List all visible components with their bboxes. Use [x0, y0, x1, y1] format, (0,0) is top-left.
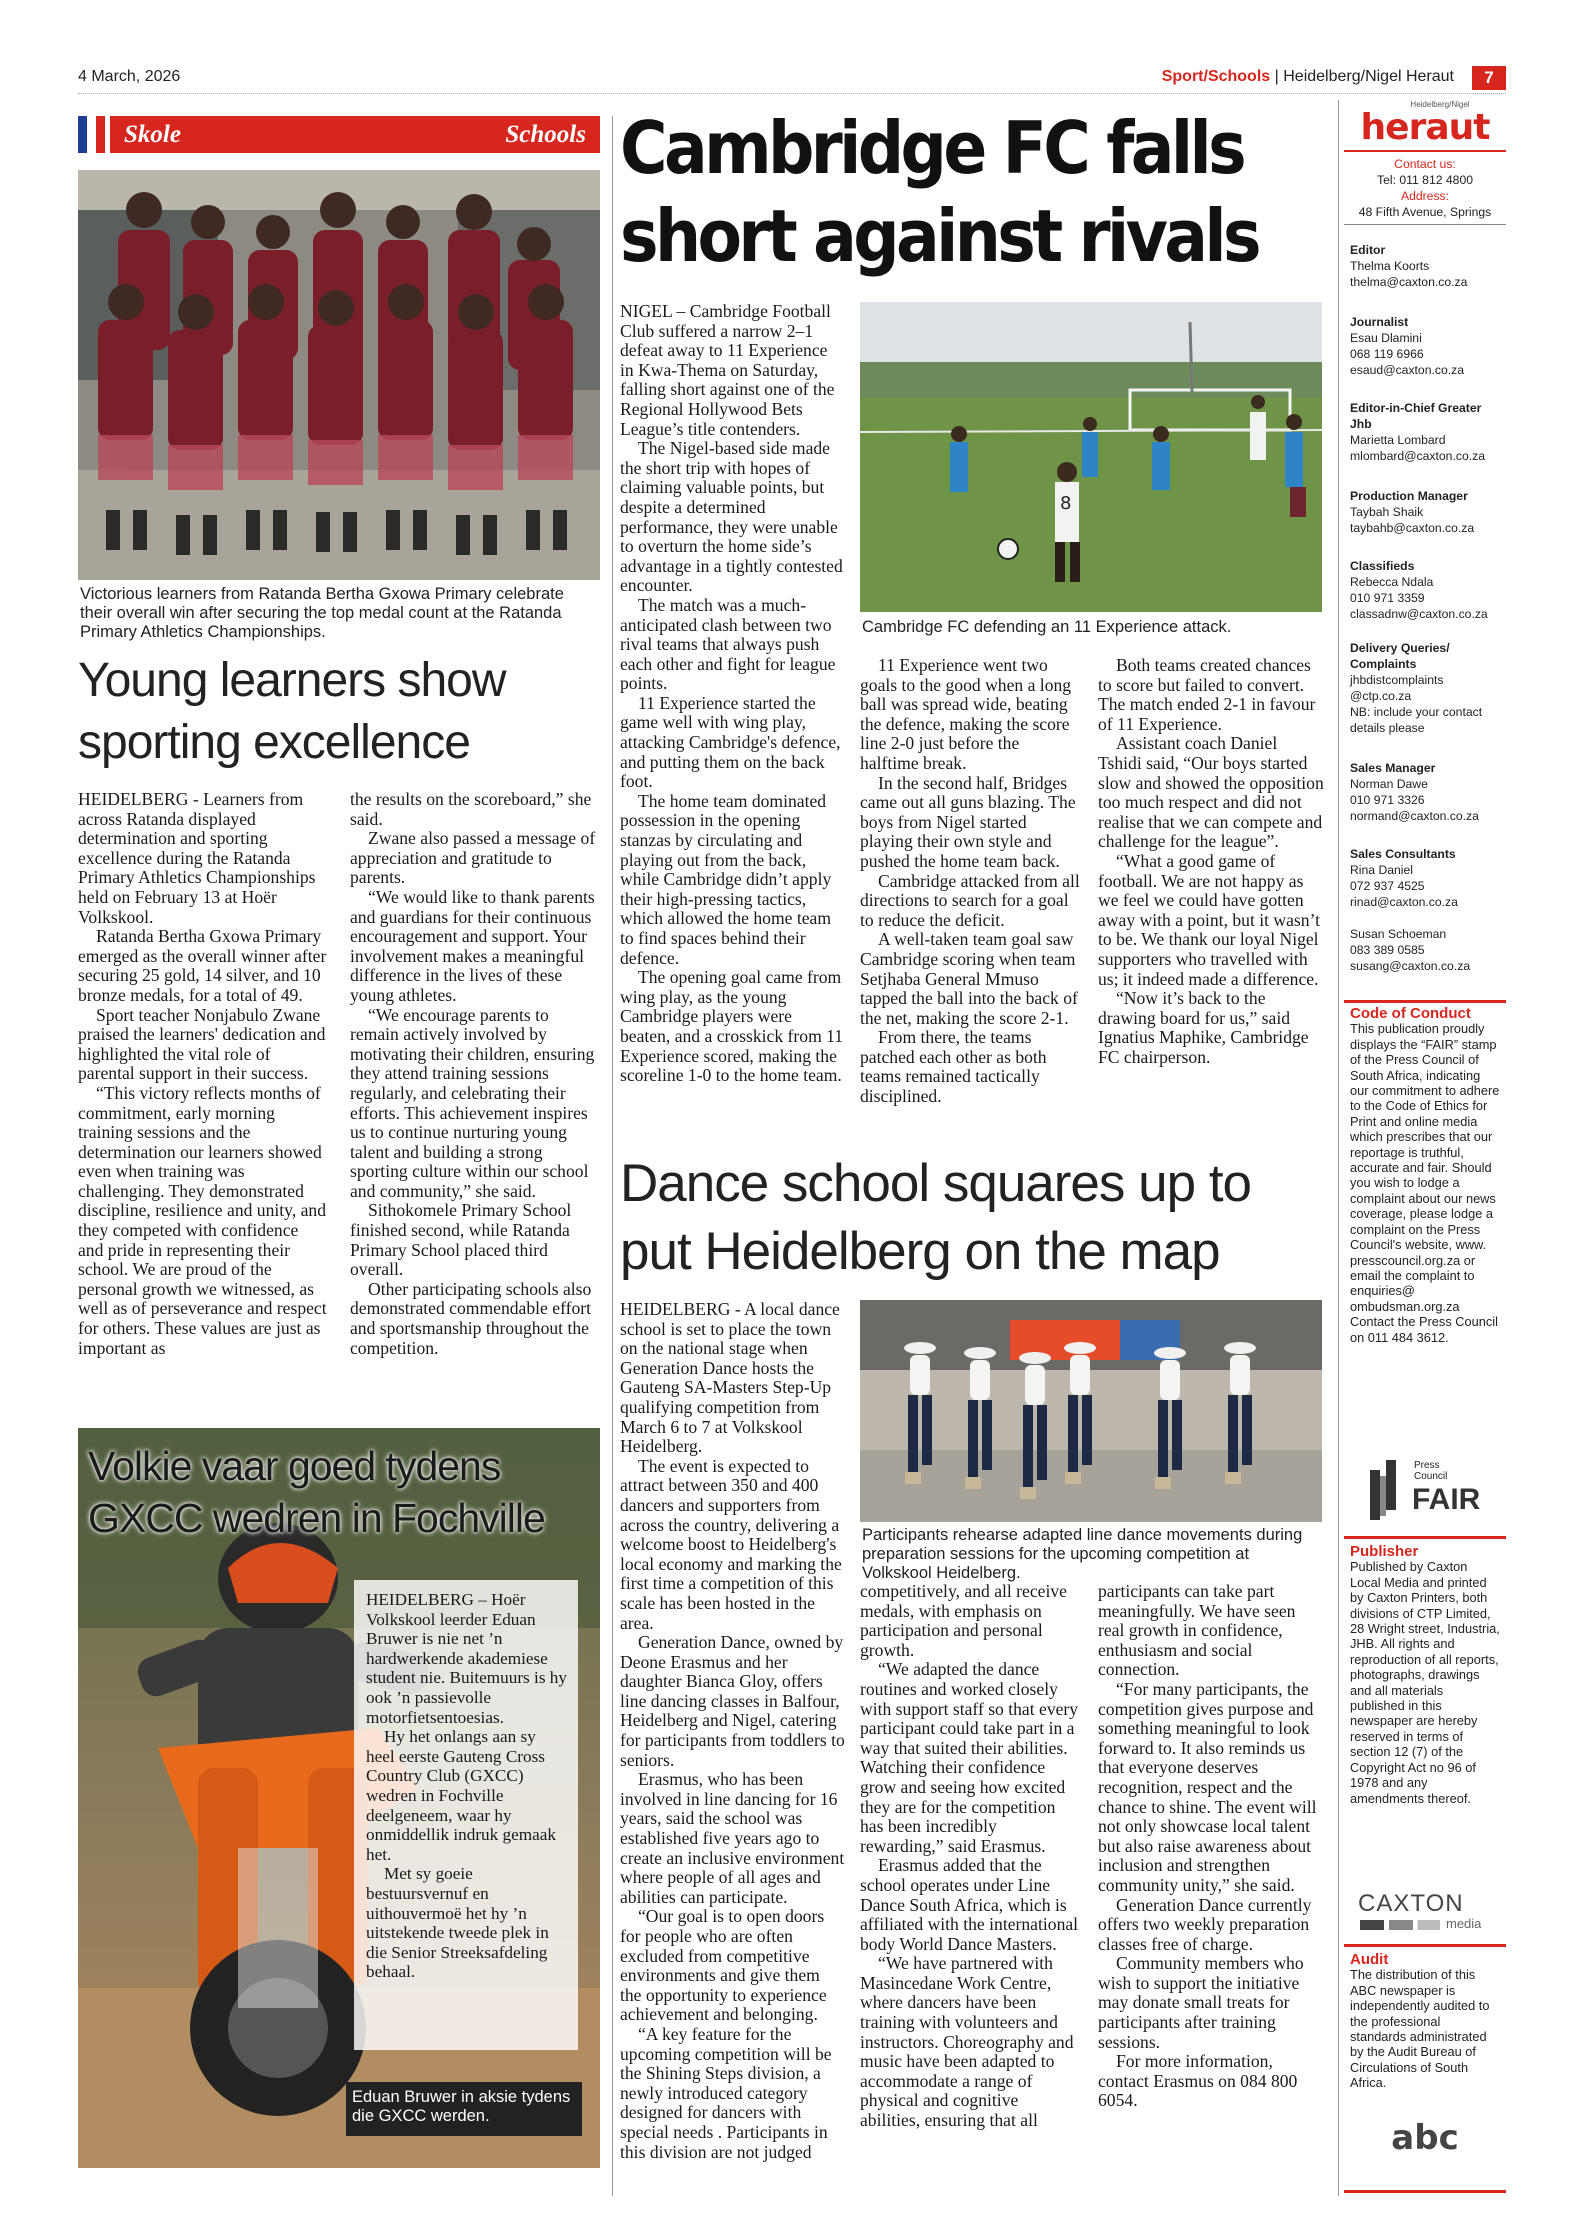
- staff-role: Delivery Queries/ Complaints: [1350, 641, 1450, 671]
- cambridge-paragraph: A well-taken team goal saw Cambridge scoring when team Setjhaba General Mmuso tapped the ball into the back of the net, making the score 2-1.: [860, 929, 1078, 1028]
- staff-delivery: [1350, 640, 1500, 736]
- dance-paragraph: competitively, and all receive medals, with emphasis on participation and personal growth.: [860, 1581, 1067, 1660]
- learners-paragraph: “This victory reflects months of commitment, early morning training sessions and the determination our learners showed even when training was challenging. They demonstrated discipline, resilience and unity, and they competed with confidence and pride in representing their school. We are proud of the personal growth we witnessed, as well as of perseverance and respect for others. These values are just as important as: [78, 1082, 327, 1358]
- staff-line: 083 389 0585: [1350, 943, 1425, 957]
- audit-text: The distribution of this ABC newspaper is independently audited to the professional standards administrated by the Audit Bureau of Circulations of South Africa.: [1350, 1967, 1490, 2091]
- code-title: Code of Conduct: [1350, 1005, 1471, 1022]
- learners-photo-art: [78, 170, 600, 580]
- audit-title: Audit: [1350, 1951, 1389, 1968]
- learners-photo-caption: Victorious learners from Ratanda Bertha Gxowa Primary celebrate their overall win after securing the top medal count at the Ratanda Primary Athletics Championships.: [80, 585, 564, 641]
- football-photo-art: [860, 302, 1322, 612]
- learners-headline-line-1: Young learners show: [78, 654, 506, 707]
- staff-line: Rina Daniel: [1350, 863, 1414, 877]
- address-label: Address:: [1400, 189, 1450, 203]
- flag-stripe-red: [96, 116, 105, 153]
- cambridge-paragraph: 11 Experience started the game well with wing play, attacking Cambridge's defence, and putting them on the back foot.: [620, 692, 841, 792]
- staff-line: normand@caxton.co.za: [1350, 809, 1479, 823]
- dance-paragraph: Erasmus, who has been involved in line dancing for 16 years, said the school was established five years ago to create an inclusive environment where people of all ages and abilities can participate.: [620, 1769, 845, 1907]
- dance-body-column-2: [860, 1582, 1082, 2131]
- sidebar-bottom-rule: [1344, 2190, 1506, 2193]
- learners-paragraph: Zwane also passed a message of appreciation and gratitude to parents.: [350, 828, 596, 888]
- learners-headline-line-2: sporting excellence: [78, 716, 470, 769]
- staff-role: Editor-in-Chief Greater Jhb: [1350, 401, 1482, 431]
- fair-word: FAIR: [1412, 1483, 1481, 1516]
- dance-body-column-3: [1098, 1582, 1324, 2111]
- staff-line: Rebecca Ndala: [1350, 575, 1434, 589]
- dance-paragraph: Erasmus added that the school operates under Line Dance South Africa, which is affiliated with the international body World Dance Masters.: [860, 1855, 1079, 1954]
- cambridge-paragraph: The match was a much-anticipated clash between two rival teams that always push each other and fight for league points.: [620, 594, 836, 694]
- contact-block: [1344, 156, 1506, 220]
- dance-paragraph: “Our goal is to open doors for people who are often excluded from competitive environments and give them the opportunity to experience achievement and belonging.: [620, 1906, 827, 2025]
- cambridge-headline-line-1: Cambridge FC falls: [620, 106, 1244, 190]
- dance-paragraph: For more information, contact Erasmus on 084 800 6054.: [1098, 2051, 1298, 2111]
- football-photo-caption: Cambridge FC defending an 11 Experience attack.: [862, 618, 1232, 636]
- staff-line: 010 971 3359: [1350, 591, 1425, 605]
- volkie-headline: [88, 1440, 600, 1544]
- dance-photo-art: [860, 1300, 1322, 1522]
- staff-journalist: [1350, 314, 1500, 378]
- contact-tel: Tel: 011 812 4800: [1377, 173, 1473, 187]
- learners-paragraph: Sport teacher Nonjabulo Zwane praised the learners' dedication and highlighted the vital role of parental support in their success.: [78, 1004, 326, 1084]
- staff-role: Sales Manager: [1350, 761, 1436, 775]
- schools-banner: [110, 116, 600, 153]
- staff-line: thelma@caxton.co.za: [1350, 275, 1468, 289]
- abc-logo: abc: [1391, 2118, 1459, 2158]
- learners-photo: [78, 170, 600, 580]
- dance-body-column-1: [620, 1300, 845, 2162]
- banner-skole: Skole: [124, 121, 181, 148]
- staff-sales-consultants: [1350, 846, 1500, 974]
- dance-paragraph: Community members who wish to support the initiative may donate small treats for participants after training sessions.: [1098, 1953, 1304, 2052]
- staff-line: Marietta Lombard: [1350, 433, 1446, 447]
- staff-line: NB: include your contact details please: [1350, 705, 1483, 735]
- cambridge-paragraph: From there, the teams patched each other as both teams remained tactically disciplined.: [860, 1027, 1047, 1107]
- staff-line: Thelma Koorts: [1350, 259, 1430, 273]
- cambridge-paragraph: The home team dominated possession in the opening stanzas by circulating and playing out from the back, while Cambridge didn’t apply their high-pressing tactics, which allowed the home team to find spaces behind their defence.: [620, 790, 832, 968]
- jersey-number: 8: [1060, 493, 1072, 514]
- learners-body-column-1: [78, 790, 328, 1358]
- dance-headline-line-1: Dance school squares up to: [620, 1154, 1252, 1213]
- staff-line: susang@caxton.co.za: [1350, 959, 1471, 973]
- learners-paragraph: the results on the scoreboard,” she said.: [350, 789, 592, 829]
- publication-name: Heidelberg/Nigel Heraut: [1283, 68, 1454, 85]
- learners-paragraph: HEIDELBERG - Learners from across Ratanda displayed determination and sporting excellence during the Ratanda Primary Athletics Championships held on February 13 at Hoër Volkskool.: [78, 789, 316, 927]
- publisher-rule: [1344, 1536, 1506, 1539]
- column-divider: [1338, 100, 1339, 2196]
- contact-rule: [1344, 224, 1506, 225]
- staff-line: 010 971 3326: [1350, 793, 1425, 807]
- dance-paragraph: “We adapted the dance routines and worked closely with support staff so that every participant could take part in a way that suited their abilities. Watching their confidence grow and seeing how excited they are for the competition has been incredibly rewarding,” said Erasmus.: [860, 1659, 1079, 1856]
- staff-role: Production Manager: [1350, 489, 1468, 503]
- press-council-fair-logo: [1366, 1458, 1496, 1528]
- volkie-headline-line-1: Volkie vaar goed tydens: [88, 1443, 501, 1489]
- publisher-text: Published by Caxton Local Media and printed by Caxton Printers, both divisions of CTP Limited, 28 Wright street, Industria, JHB. All rights and reproduction of all reports, photographs, drawings and all materials published in this newspaper are hereby reserved in terms of section 12 (7) of the Copyright Act no 96 of 1978 and any amendments thereof.: [1350, 1559, 1500, 1806]
- staff-line: Norman Dawe: [1350, 777, 1428, 791]
- contact-address: 48 Fifth Avenue, Springs: [1358, 205, 1492, 219]
- cambridge-paragraph: Assistant coach Daniel Tshidi said, “Our boys started slow and showed the opposition too much respect and did not realise that we can compete and challenge for the league”.: [1098, 733, 1324, 852]
- dance-paragraph: HEIDELBERG - A local dance school is set to place the town on the national stage when Generation Dance hosts the Gauteng SA-Masters Step-Up qualifying competition from March 6 to 7 at Volkskool Heidelberg.: [620, 1299, 840, 1457]
- learners-paragraph: Sithokomele Primary School finished second, while Ratanda Primary School placed third overall.: [350, 1200, 572, 1280]
- staff-line: 068 119 6966: [1350, 347, 1424, 361]
- schools-section-bar: [78, 116, 600, 153]
- dance-paragraph: “A key feature for the upcoming competition will be the Shining Steps division, a newly introduced category designed for dancers with special needs . Participants in this division are not judged: [620, 2023, 832, 2162]
- cambridge-paragraph: 11 Experience went two goals to the good when a long ball was spread wide, beating the defence, making the score line 2-0 just before the halftime break.: [860, 655, 1072, 773]
- audit-rule: [1344, 1944, 1506, 1947]
- dance-photo-caption: Participants rehearse adapted line dance movements during preparation sessions for the upcoming competition at Volkskool Heidelberg.: [862, 1526, 1303, 1582]
- fair-council: Council: [1414, 1471, 1448, 1482]
- caxton-word: CAXTON: [1358, 1890, 1464, 1917]
- code-text: This publication proudly displays the “FAIR” stamp of the Press Council of South Africa, indicating our commitment to adhere to the Code of Ethics for Print and online media which prescribes that our reportage is truthful, accurate and fair. Should you wish to lodge a complaint about our news coverage, please lodge a complaint on the Press Council's website, www. presscouncil.org.za or email the complaint to enquiries@ ombudsman.org.za Contact the Press Council on 011 484 3612.: [1350, 1021, 1500, 1345]
- staff-line: jhbdistcomplaints: [1350, 673, 1444, 687]
- masthead-sidebar: [1344, 100, 1506, 2200]
- staff-line: classadnw@caxton.co.za: [1350, 607, 1488, 621]
- fair-mark-icon: [1366, 1460, 1406, 1526]
- staff-line: mlombard@caxton.co.za: [1350, 449, 1485, 463]
- learners-paragraph: “We encourage parents to remain actively involved by motivating their children, ensuring they attend training sessions regularly, and celebrating their efforts. This achievement inspires us to continue nurturing young talent and building a strong sporting culture within our school and community,” she said.: [350, 1004, 595, 1201]
- volkie-paragraph: Hy het onlangs aan sy heel eerste Gauteng Cross Country Club (GXCC) wedren in Fochville deelgeneem, waar hy onmiddellik indruk gemaak het.: [366, 1727, 556, 1864]
- cambridge-paragraph: In the second half, Bridges came out all guns blazing. The boys from Nigel started playing their own style and pushed the home team back.: [860, 772, 1076, 871]
- page-number: 7: [1472, 66, 1506, 90]
- learners-paragraph: “We would like to thank parents and guardians for their continuous encouragement and support. Your involvement makes a meaningful difference in the lives of these young athletes.: [350, 886, 595, 1005]
- staff-sales-manager: [1350, 760, 1500, 824]
- staff-role: Editor: [1350, 243, 1386, 257]
- staff-line: 072 937 4525: [1350, 879, 1425, 893]
- volkie-headline-line-2: GXCC wedren in Fochville: [88, 1495, 545, 1541]
- dance-paragraph: participants can take part meaningfully. We have seen real growth in confidence, enthusiasm and social connection.: [1098, 1581, 1296, 1680]
- publisher-block: [1350, 1544, 1500, 1806]
- dance-headline: [620, 1150, 1335, 1286]
- staff-line: esaud@caxton.co.za: [1350, 363, 1465, 377]
- staff-line: Susan Schoeman: [1350, 927, 1447, 941]
- staff-role: Journalist: [1350, 315, 1409, 329]
- volkie-paragraph: Met sy goeie bestuursvernuf en uithouvermoë het hy ’n uitstekende tweede plek in die Senior Streeksafdeling behaal.: [366, 1864, 549, 1982]
- fair-press: Press: [1414, 1460, 1440, 1471]
- dance-headline-line-2: put Heidelberg on the map: [620, 1222, 1220, 1281]
- staff-editor: [1350, 242, 1500, 290]
- cambridge-body-column-1: [620, 302, 845, 1086]
- motocross-caption: Eduan Bruwer in aksie tydens die GXCC werden.: [352, 2088, 571, 2125]
- cambridge-paragraph: The opening goal came from wing play, as the young Cambridge players were beaten, and a crosskick from 11 Experience scored, making the scoreline 1-0 to the home team.: [620, 967, 844, 1086]
- volkie-paragraph: HEIDELBERG – Hoër Volkskool leerder Eduan Bruwer is nie net ’n hardwerkende akademiese student nie. Buitemuurs is hy ook ’n passievolle motorfietsentoesias.: [366, 1590, 567, 1727]
- staff-line: @ctp.co.za: [1350, 689, 1412, 703]
- heraut-logo: heraut: [1360, 107, 1490, 148]
- dance-paragraph: “We have partnered with Masincedane Work Centre, where dancers have been training with volunteers and instructors. Choreography and music have been adapted to accommodate a range of physical and cognitive abilities, ensuring that all: [860, 1953, 1074, 2131]
- cambridge-paragraph: “Now it’s back to the drawing board for us,” said Ignatius Maphike, Cambridge FC chairperson.: [1098, 988, 1309, 1067]
- cambridge-paragraph: NIGEL – Cambridge Football Club suffered a narrow 2–1 defeat away to 11 Experience in Kwa-Thema on Saturday, falling short against one of the Regional Hollywood Bets League’s title contenders.: [620, 301, 835, 439]
- contact-label: Contact us:: [1394, 157, 1456, 171]
- cambridge-paragraph: Both teams created chances to score but failed to convert. The match ended 2-1 in favour of 11 Experience.: [1098, 655, 1316, 734]
- code-of-conduct: [1350, 1006, 1500, 1345]
- learners-headline: [78, 650, 608, 774]
- dance-photo: [860, 1300, 1322, 1522]
- learners-paragraph: Other participating schools also demonstrated commendable effort and sportsmanship throughout the competition.: [350, 1278, 592, 1358]
- header-rule: [78, 93, 1506, 94]
- cambridge-body-column-2: [860, 656, 1082, 1107]
- learners-body-column-2: [350, 790, 600, 1358]
- caxton-media: media: [1446, 1916, 1482, 1931]
- caxton-bars: [1360, 1920, 1440, 1930]
- volkie-body: [366, 1590, 568, 1982]
- logo-small-text: Heidelberg/Nigel: [1410, 100, 1470, 109]
- staff-classifieds: [1350, 558, 1500, 622]
- staff-editor-in-chief: [1350, 400, 1500, 464]
- staff-line: [1350, 910, 1500, 926]
- logo-rule: [1344, 150, 1506, 152]
- staff-role: Classifieds: [1350, 559, 1415, 573]
- staff-role: Sales Consultants: [1350, 847, 1456, 861]
- dance-paragraph: The event is expected to attract between 350 and 400 dancers and supporters from across the country, delivering a welcome boost to Heidelberg's local economy and marking the first time a competition of this scale has been hosted in the area.: [620, 1455, 842, 1633]
- section-name: Sport/Schools: [1161, 68, 1271, 85]
- code-rule: [1344, 1000, 1506, 1003]
- cambridge-paragraph: The Nigel-based side made the short trip with hopes of claiming valuable points, but despite a determined performance, they were unable to overturn the home side’s advantage in a tightly contested encounter.: [620, 438, 843, 596]
- cambridge-body-column-3: [1098, 656, 1324, 1067]
- dance-paragraph: Generation Dance currently offers two weekly preparation classes free of charge.: [1098, 1894, 1312, 1954]
- sidebar-logo-block: [1344, 100, 1506, 150]
- section-separator: |: [1274, 68, 1279, 85]
- audit-block: [1350, 1952, 1500, 2091]
- dance-paragraph: “For many participants, the competition gives purpose and something meaningful to look forward to. It also reminds us that everyone deserves recognition, respect and the chance to shine. The event will not only showcase local talent but also raise awareness about inclusion and strengthen community unity,” she said.: [1098, 1678, 1317, 1895]
- football-photo: [860, 302, 1322, 612]
- flag-stripe-blue: [78, 116, 87, 153]
- publisher-title: Publisher: [1350, 1543, 1419, 1560]
- banner-schools: Schools: [505, 121, 586, 148]
- section-label: [1162, 68, 1454, 86]
- staff-line: Esau Dlamini: [1350, 331, 1422, 345]
- staff-line: rinad@caxton.co.za: [1350, 895, 1458, 909]
- dance-paragraph: Generation Dance, owned by Deone Erasmus and her daughter Bianca Gloy, offers line dancing classes in Balfour, Heidelberg and Nigel, catering for participants from toddlers to seniors.: [620, 1632, 845, 1770]
- page-header: [78, 66, 1506, 90]
- learners-paragraph: Ratanda Bertha Gxowa Primary emerged as the overall winner after securing 25 gold, 14 silver, and 10 bronze medals, for a total of 49.: [78, 926, 327, 1005]
- cambridge-paragraph: Cambridge attacked from all directions to search for a goal to reduce the deficit.: [860, 870, 1080, 930]
- issue-date: 4 March, 2026: [78, 68, 181, 85]
- staff-production-manager: [1350, 488, 1500, 536]
- cambridge-headline: [620, 104, 1264, 280]
- caxton-logo: [1358, 1890, 1498, 1936]
- cambridge-headline-line-2: short against rivals: [620, 194, 1258, 278]
- column-divider: [612, 116, 613, 2196]
- staff-line: Taybah Shaik: [1350, 505, 1424, 519]
- flag-stripe-white: [87, 116, 96, 153]
- staff-line: taybahb@caxton.co.za: [1350, 521, 1475, 535]
- cambridge-paragraph: “What a good game of football. We are not happy as we feel we could have gotten away with a point, but it wasn’t to be. We thank our loyal Nigel supporters who travelled with us; it indeed made a difference.: [1098, 850, 1321, 989]
